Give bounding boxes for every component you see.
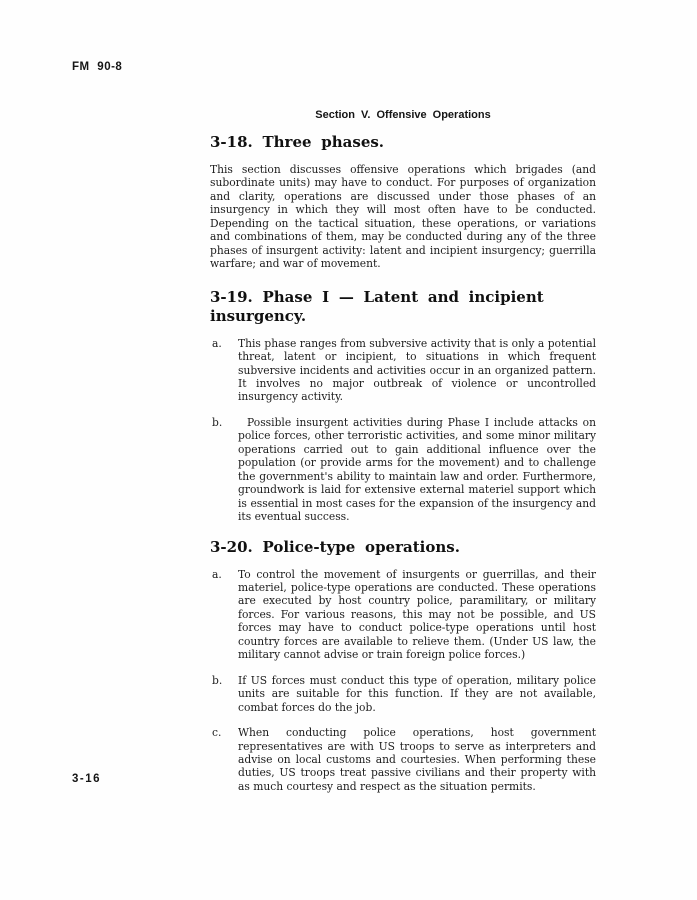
item-text-3-19-a: This phase ranges from subversive activity that is only a potential threat, latent or incipient, to situations in which frequent subversive incidents and activities occur in an organized pattern. It involves no major outbreak of violence or uncontrolled insurgency activity.: [238, 336, 596, 404]
item-text-3-19-b: Possible insurgent activities during Phase I include attacks on police forces, other terroristic activities, and some minor military operations carried out to gain additional influence over the population (or provide arms for the movement) and to challenge the government's ability to maintain law and order. Furthermore, groundwork is laid for extensive external materiel support which is essential in most cases for the expansion of the insurgency and its eventual success.: [238, 415, 596, 524]
item-label-c: c.: [212, 726, 222, 740]
item-text-3-20-a: To control the movement of insurgents or guerrillas, and their materiel, police-type operations are conducted. These operations are executed by host country police, paramilitary, or military forces. For various reasons, this may not be possible, and US forces may have to conduct police-type operations until host country forces are available to relieve them. (Under US law, the military cannot advise or train foreign police forces.): [238, 567, 596, 662]
item-text-3-20-b: If US forces must conduct this type of operation, military police units are suitable for this function. If they are not available, combat forces do the job.: [238, 673, 596, 714]
manual-number: FM 90-8: [72, 61, 123, 73]
item-label-b: b.: [212, 415, 223, 429]
running-footer: [72, 773, 101, 785]
item-label-a: a.: [212, 567, 222, 581]
running-header: [72, 61, 122, 73]
article-heading-3-20: 3-20. Police-type operations.: [210, 537, 460, 556]
list-item-3-20-a: [210, 568, 596, 662]
paragraph-3-18: This section discusses offensive operations which brigades (and subordinate units) may have to conduct. For purposes of organization and clarity, operations are discussed under those phases of an insurgency in which they will most often have to be conducted. Depending on the tactical situation, these operations, or variations and combinations of them, may be conducted during any of the three phases of insurgent activity: latent and incipient insurgency; guerrilla warfare; and war of movement.: [210, 163, 596, 271]
item-text-3-20-c: When conducting police operations, host government representatives are with US troops to serve as interpreters and advise on local customs and courtesies. When performing these duties, US troops treat passive civilians and their property with as much courtesy and respect as the situation permits.: [238, 726, 596, 793]
list-item-3-19-b: [210, 416, 596, 524]
page-content: [210, 109, 596, 805]
list-item-3-20-b: [210, 674, 596, 714]
section-title: Section V. Offensive Operations: [315, 109, 491, 121]
list-item-3-20-c: [210, 726, 596, 793]
article-heading-3-18: 3-18. Three phases.: [210, 133, 385, 151]
page-number: 3-16: [72, 773, 102, 785]
article-heading-3-19: 3-19. Phase I — Latent and incipient insurgency.: [210, 287, 544, 325]
list-item-3-19-a: [210, 337, 596, 404]
item-label-a: a.: [212, 336, 222, 350]
item-label-b: b.: [212, 673, 223, 687]
